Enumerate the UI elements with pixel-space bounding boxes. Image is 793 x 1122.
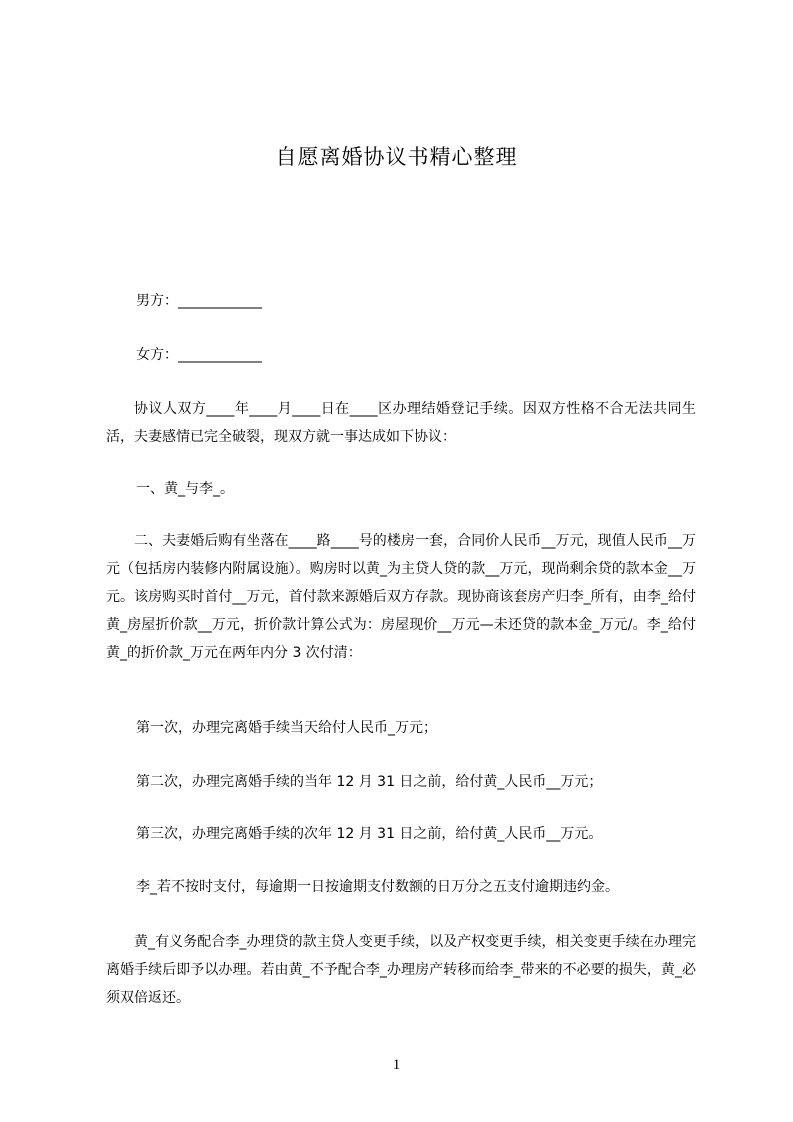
clause-one: 一、黄_与李_。 bbox=[136, 481, 234, 497]
clause-two-paragraph: 二、夫妻婚后购有坐落在____路____号的楼房一套，合同价人民币__万元，现值人民币__万元（包括房内装修内附属设施）。购房时以黄_为主贷人贷的款__万元，现尚剩余贷的款本金__万元。该房购买时首付__万元，首付款来源婚后双方存款。现协商该套房产归李_所有，由李_给付黄_房屋折价款__万元，折价款计算公式为：房屋现价__万元—未还贷的款本金_万元/。李_给付黄_的折价款_万元在两年内分 3 次付清： bbox=[106, 533, 696, 661]
payment-first: 第一次，办理完离婚手续当天给付人民币_万元； bbox=[136, 720, 437, 736]
page-number: 1 bbox=[392, 1057, 401, 1073]
payment-third: 第三次，办理完离婚手续的次年 12 月 31 日之前，给付黄_人民币__万元。 bbox=[136, 826, 603, 842]
obligation-paragraph: 黄_有义务配合李_办理贷的款主贷人变更手续，以及产权变更手续，相关变更手续在办理完离婚手续后即予以办理。若由黄_不予配合李_办理房产转移而给李_带来的不必要的损失，黄_必须双倍返还。 bbox=[106, 934, 696, 1006]
intro-paragraph: 协议人双方____年____月____日在____区办理结婚登记手续。因双方性格不合无法共同生活，夫妻感情已完全破裂，现双方就一事达成如下协议： bbox=[106, 401, 696, 445]
female-party-line: 女方：____________ bbox=[136, 347, 262, 363]
document-title: 自愿离婚协议书精心整理 bbox=[275, 145, 518, 169]
male-party-line: 男方：____________ bbox=[136, 293, 262, 309]
payment-second: 第二次，办理完离婚手续的当年 12 月 31 日之前，给付黄_人民币__万元； bbox=[136, 774, 603, 790]
late-penalty: 李_若不按时支付，每逾期一日按逾期支付数额的日万分之五支付逾期违约金。 bbox=[136, 879, 619, 895]
